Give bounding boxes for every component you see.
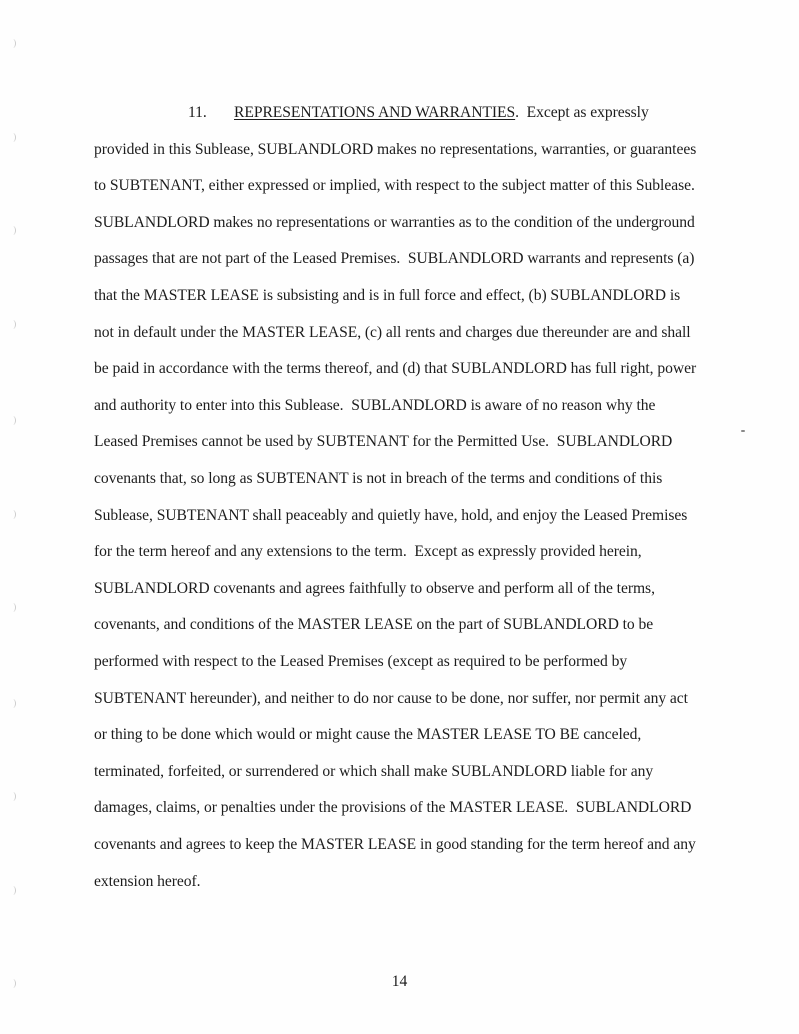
page-number: 14 bbox=[391, 973, 408, 990]
body-line: damages, claims, or penalties under the provisions of the MASTER LEASE. SUBLANDLORD bbox=[94, 799, 692, 817]
scan-speck bbox=[741, 430, 745, 432]
body-line: not in default under the MASTER LEASE, (c) all rents and charges due thereunder are and shall bbox=[94, 323, 691, 341]
body-line: or thing to be done which would or might cause the MASTER LEASE TO BE canceled, bbox=[94, 726, 642, 744]
body-line: to SUBTENANT, either expressed or implied, with respect to the subject matter of this Sublease. bbox=[94, 177, 695, 195]
body-line: for the term hereof and any extensions to the term. Except as expressly provided herein, bbox=[94, 543, 642, 561]
body-line: covenants, and conditions of the MASTER LEASE on the part of SUBLANDLORD to be bbox=[94, 616, 654, 634]
body-line: provided in this Sublease, SUBLANDLORD makes no representations, warranties, or guarantees bbox=[94, 140, 697, 158]
body-line: Sublease, SUBTENANT shall peaceably and quietly have, hold, and enjoy the Leased Premises bbox=[94, 506, 688, 524]
section-heading bbox=[188, 103, 649, 123]
body-line: performed with respect to the Leased Premises (except as required to be performed by bbox=[94, 653, 628, 670]
punch-hole-mark bbox=[10, 886, 16, 895]
punch-hole-mark bbox=[10, 792, 16, 801]
body-line: passages that are not part of the Leased Premises. SUBLANDLORD warrants and represents (a) bbox=[94, 250, 695, 268]
punch-hole-mark bbox=[10, 133, 16, 142]
body-line: covenants that, so long as SUBTENANT is not in breach of the terms and conditions of this bbox=[94, 470, 663, 487]
body-line: terminated, forfeited, or surrendered or which shall make SUBLANDLORD liable for any bbox=[94, 762, 654, 780]
punch-hole-mark bbox=[10, 699, 16, 708]
section-heading-continuation: . Except as expressly bbox=[515, 104, 649, 121]
body-line: SUBLANDLORD covenants and agrees faithfully to observe and perform all of the terms, bbox=[94, 579, 655, 597]
body-line: Leased Premises cannot be used by SUBTENANT for the Permitted Use. SUBLANDLORD bbox=[94, 433, 673, 451]
section-title: REPRESENTATIONS AND WARRANTIES bbox=[234, 104, 516, 121]
body-line: that the MASTER LEASE is subsisting and is in full force and effect, (b) SUBLANDLORD is bbox=[94, 287, 681, 304]
punch-hole-mark bbox=[10, 320, 16, 329]
punch-hole-mark bbox=[10, 510, 16, 519]
section-number: 11. bbox=[188, 104, 207, 121]
body-line: extension hereof. bbox=[94, 872, 201, 890]
body-line: covenants and agrees to keep the MASTER LEASE in good standing for the term hereof and any bbox=[94, 836, 696, 853]
punch-hole-mark bbox=[10, 226, 16, 235]
punch-hole-mark bbox=[10, 39, 16, 48]
body-line: SUBTENANT hereunder), and neither to do nor cause to be done, nor suffer, nor permit any act bbox=[94, 689, 688, 707]
punch-hole-mark bbox=[10, 603, 16, 612]
body-line: and authority to enter into this Sublease. SUBLANDLORD is aware of no reason why the bbox=[94, 396, 656, 414]
body-line: SUBLANDLORD makes no representations or warranties as to the condition of the underground bbox=[94, 213, 695, 231]
punch-hole-mark bbox=[10, 416, 16, 425]
body-line: be paid in accordance with the terms thereof, and (d) that SUBLANDLORD has full right, power bbox=[94, 360, 697, 378]
